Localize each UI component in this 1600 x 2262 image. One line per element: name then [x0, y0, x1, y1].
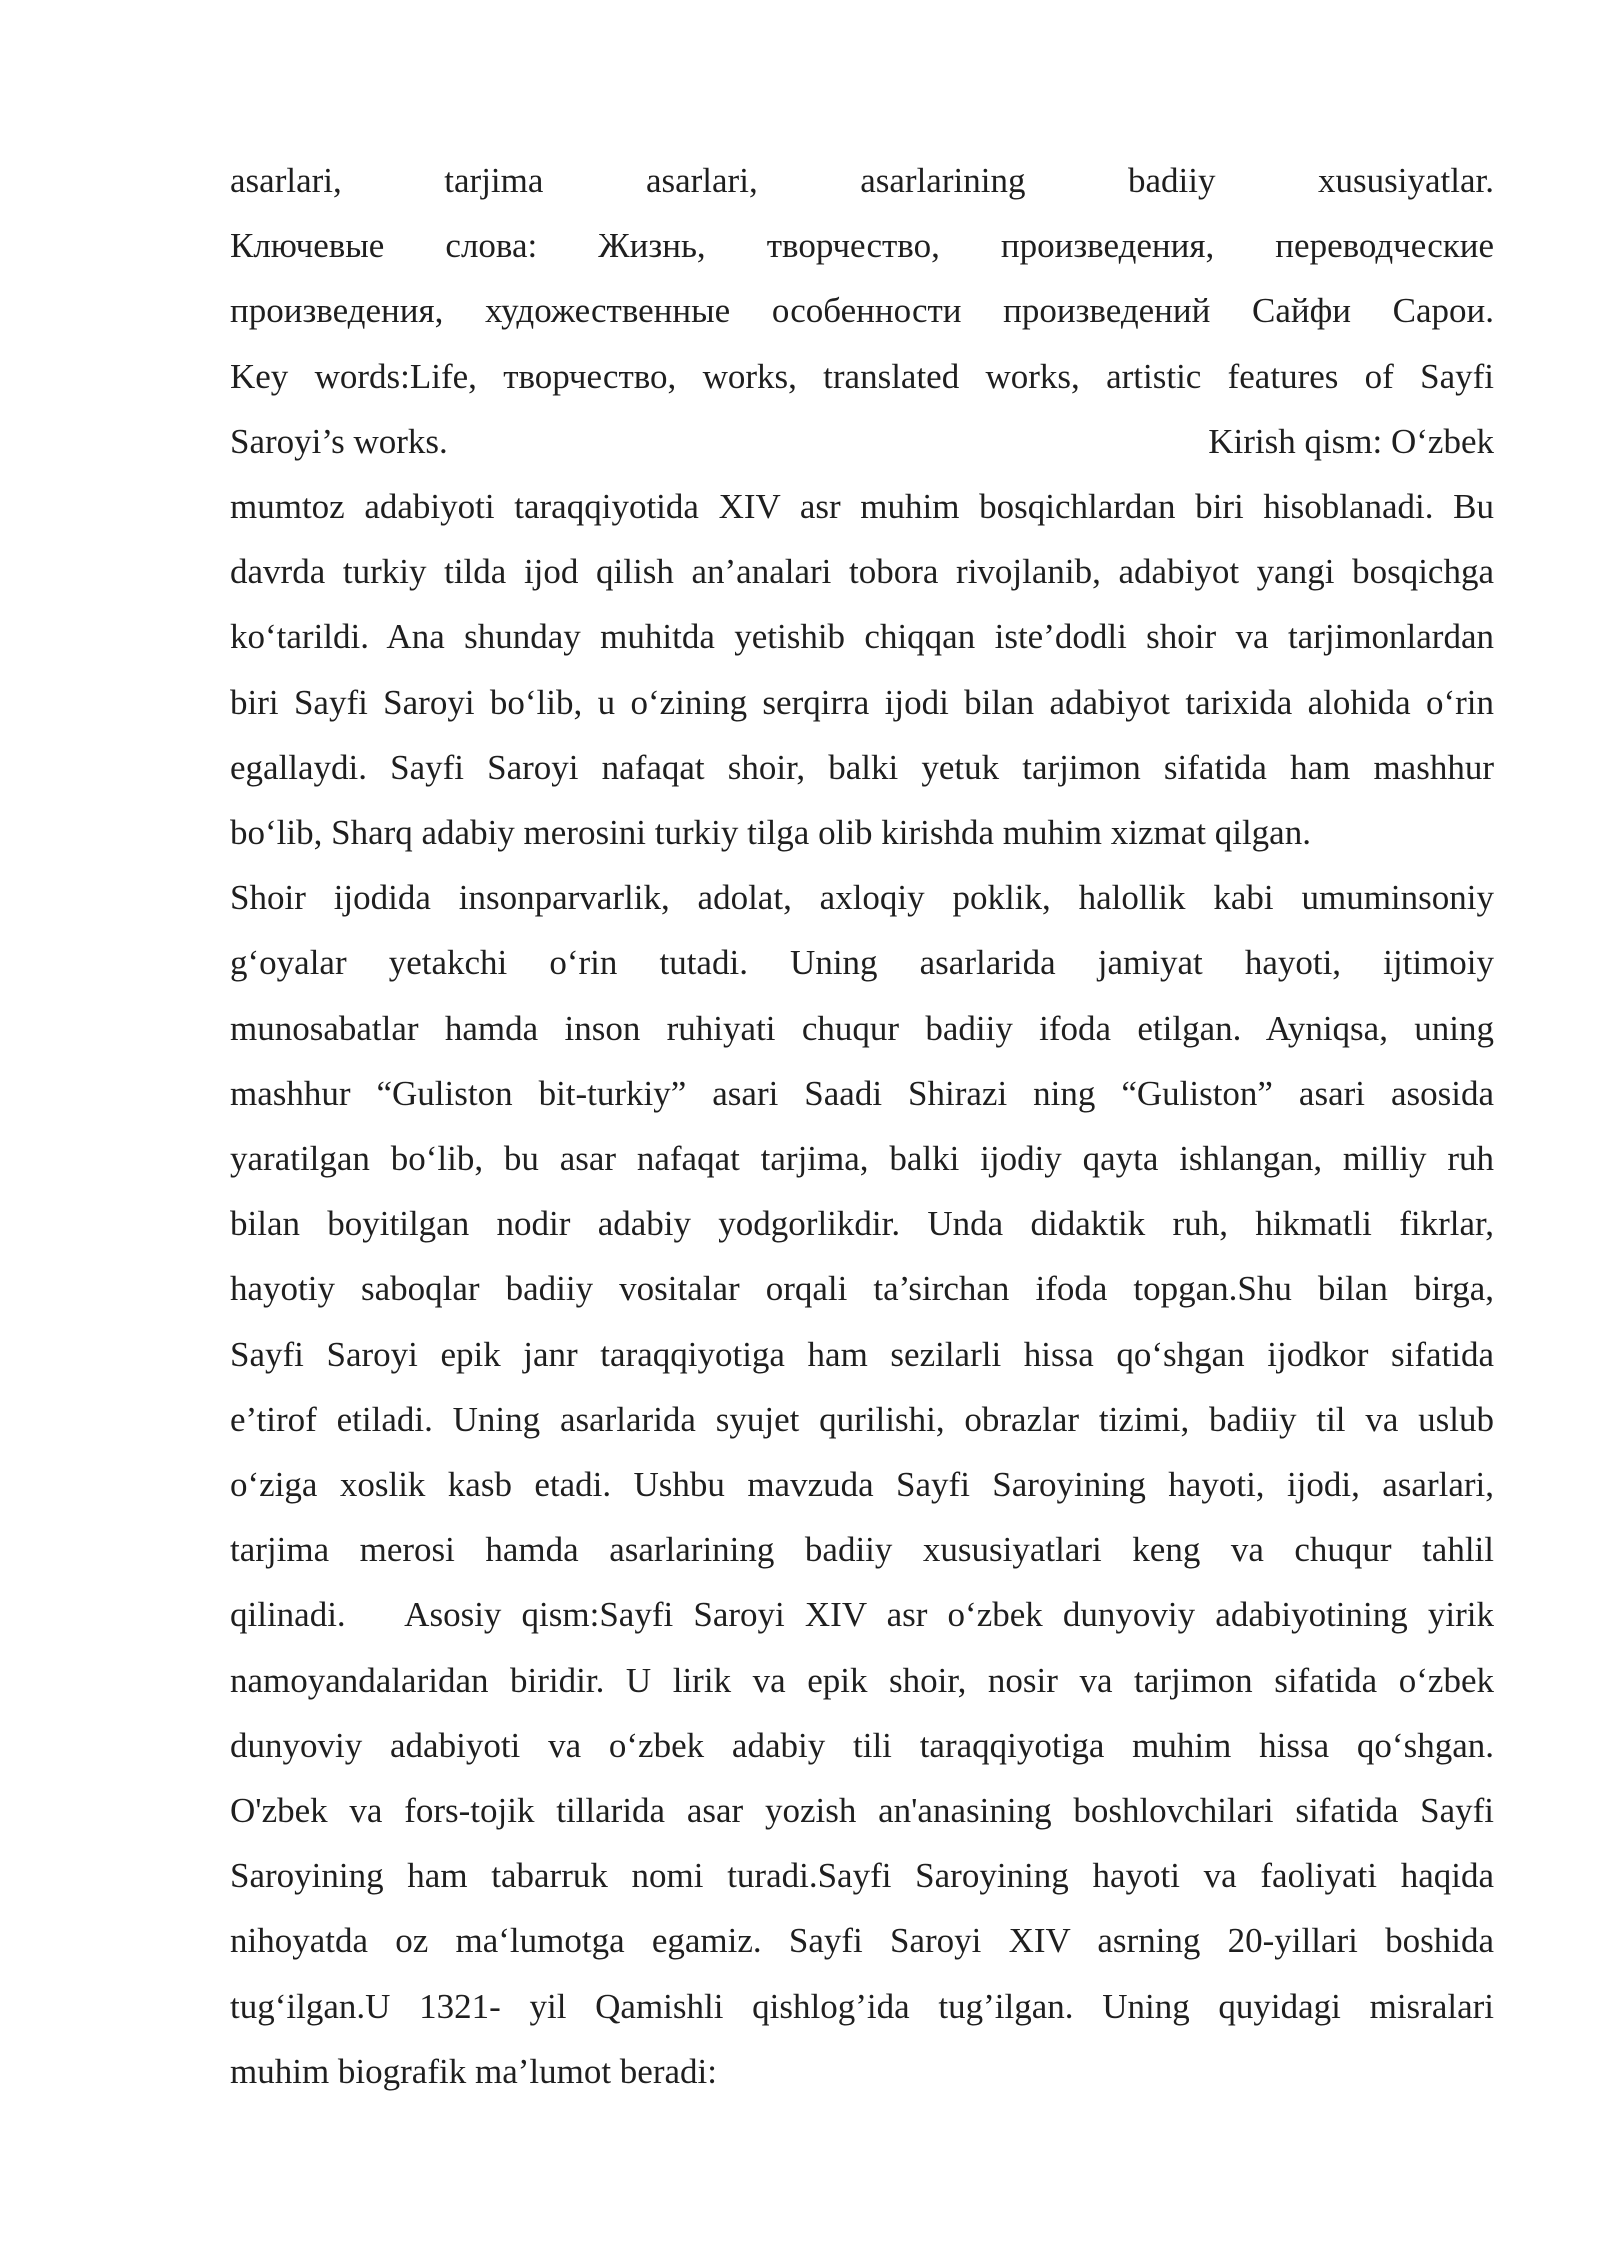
text-line: mashhur “Guliston bit-turkiy” asari Saadi Shirazi ning “Guliston” asari asosida — [230, 1073, 1494, 1113]
text-line: bilan boyitilgan nodir adabiy yodgorlikdir. Unda didaktik ruh, hikmatli fikrlar, — [230, 1204, 1494, 1244]
text-line: O'zbek va fors-tojik tillarida asar yozish an'anasining boshlovchilari sifatida Sayfi — [230, 1791, 1494, 1831]
text-line: qilinadi. Asosiy qism:Sayfi Saroyi XIV asr o‘zbek dunyoviy adabiyotining yirik — [230, 1595, 1494, 1635]
text-line: nihoyatda oz ma‘lumotga egamiz. Sayfi Saroyi XIV asrning 20-yillari boshida — [230, 1921, 1494, 1961]
keywords-en-line: Key words:Life, творчество, works, translated works, artistic features of Sayfi — [230, 356, 1494, 396]
text-line: mumtoz adabiyoti taraqqiyotida XIV asr muhim bosqichlardan biri hisoblanadi. Bu — [230, 487, 1494, 527]
text-line: munosabatlar hamda inson ruhiyati chuqur badiiy ifoda etilgan. Ayniqsa, uning — [230, 1008, 1494, 1048]
text-line-split — [230, 409, 1494, 474]
keywords-en-end: Saroyi’s works. — [230, 421, 448, 461]
text-line: Saroyining ham tabarruk nomi turadi.Sayfi Saroyining hayoti va faoliyati haqida — [230, 1856, 1494, 1896]
text-line: dunyoviy adabiyoti va o‘zbek adabiy tili taraqqiyotiga muhim hissa qo‘shgan. — [230, 1725, 1494, 1765]
text-line: g‘oyalar yetakchi o‘rin tutadi. Uning asarlarida jamiyat hayoti, ijtimoiy — [230, 943, 1494, 983]
text-line: muhim biografik ma’lumot beradi: — [230, 2051, 717, 2091]
text-line: bo‘lib, Sharq adabiy merosini turkiy tilga olib kirishda muhim xizmat qilgan. — [230, 813, 1311, 853]
text-line: asarlari, tarjima asarlari, asarlarining badiiy xususiyatlar. — [230, 161, 1494, 200]
keywords-ru-line: произведения, художественные особенности произведений Сайфи Сарои. — [230, 291, 1494, 331]
text-line: ko‘tarildi. Ana shunday muhitda yetishib chiqqan iste’dodli shoir va tarjimonlardan — [230, 617, 1494, 657]
text-line: davrda turkiy tilda ijod qilish an’analari tobora rivojlanib, adabiyot yangi bosqichga — [230, 552, 1494, 592]
text-line: yaratilgan bo‘lib, bu asar nafaqat tarjima, balki ijodiy qayta ishlangan, milliy ruh — [230, 1139, 1494, 1179]
intro-heading: Kirish qism: O‘zbek — [1208, 421, 1494, 461]
keywords-ru-line: Ключевые слова: Жизнь, творчество, произведения, переводческие — [230, 226, 1494, 266]
text-line: Shoir ijodida insonparvarlik, adolat, axloqiy poklik, halollik kabi umuminsoniy — [230, 878, 1494, 918]
text-line: Sayfi Saroyi epik janr taraqqiyotiga ham sezilarli hissa qo‘shgan ijodkor sifatida — [230, 1334, 1494, 1374]
text-line: tarjima merosi hamda asarlarining badiiy xususiyatlari keng va chuqur tahlil — [230, 1530, 1494, 1570]
text-line: hayotiy saboqlar badiiy vositalar orqali ta’sirchan ifoda topgan.Shu bilan birga, — [230, 1269, 1494, 1309]
document-body — [230, 148, 1494, 2104]
text-line: egallaydi. Sayfi Saroyi nafaqat shoir, balki yetuk tarjimon sifatida ham mashhur — [230, 747, 1494, 787]
text-line: e’tirof etiladi. Uning asarlarida syujet qurilishi, obrazlar tizimi, badiiy til va uslub — [230, 1399, 1494, 1439]
text-line: biri Sayfi Saroyi bo‘lib, u o‘zining serqirra ijodi bilan adabiyot tarixida alohida o‘rin — [230, 682, 1494, 722]
text-line: o‘ziga xoslik kasb etadi. Ushbu mavzuda Sayfi Saroyining hayoti, ijodi, asarlari, — [230, 1465, 1494, 1505]
text-line: namoyandalaridan biridir. U lirik va epik shoir, nosir va tarjimon sifatida o‘zbek — [230, 1660, 1494, 1700]
text-line: tug‘ilgan.U 1321- yil Qamishli qishlog’ida tug’ilgan. Uning quyidagi misralari — [230, 1986, 1494, 2026]
